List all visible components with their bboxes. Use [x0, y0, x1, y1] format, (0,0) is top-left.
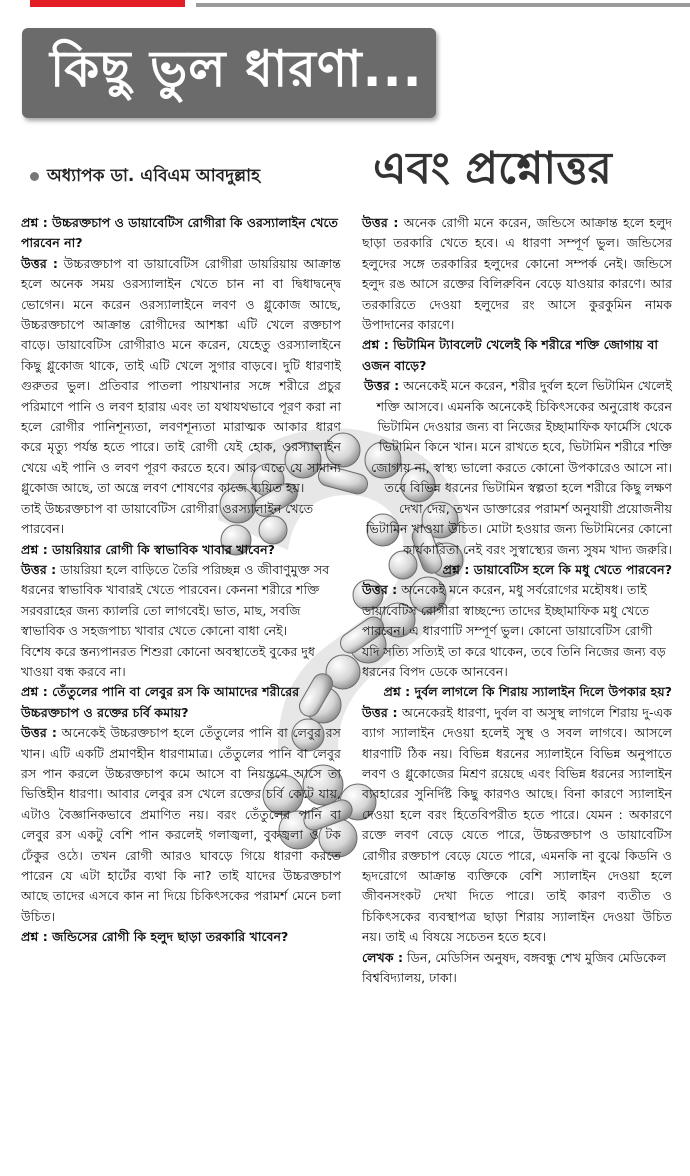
answer: উত্তর : অনেকেই মনে করেন, শরীর দুর্বল হলে ভিটামিন খেলেই শক্তি আসবে। এমনকি অনেকেই চিকিৎসকের অনুরোধ করেন ভিটামিন দেওয়ার জন্য বা নিজের ইচ্ছামাফিক ফার্মেসি থেকে ভিটামিন কিনে খান। মনে রাখতে হবে, ভিটামিন শরীরে শক্তি জোগায় না, স্বাস্থ্য ভালো করতে কোনো উপকারেও আসে না। তবে বিভিন্ন ধরনের ভিটামিন স্বল্পতা হলে শরীরে কিছু লক্ষণ দেখা দেয়, তখন ডাক্তারের পরামর্শ অনুযায়ী প্রয়োজনীয় ভিটামিন খাওয়া উচিত। মোটা হওয়ার জন্য ভিটামিনের কোনো কার্যকারিতা নেই বরং সুস্বাস্থ্যের জন্য সুষম খাদ্য জরুরি। — [364, 378, 672, 557]
author-note: লেখক : ডিন, মেডিসিন অনুষদ, বঙ্গবন্ধু শেখ মুজিব মেডিকেল বিশ্ববিদ্যালয়, ঢাকা। — [362, 949, 667, 986]
question: প্রশ্ন : ডায়রিয়ার রোগী কি স্বাভাবিক খাবার খাবেন? — [21, 541, 275, 557]
question: প্রশ্ন : উচ্চরক্তচাপ ও ডায়াবেটিস রোগীরা কি ওরস্যালাইন খেতে পারবেন না? — [21, 215, 338, 251]
question: প্রশ্ন : ভিটামিন ট্যাবলেট খেলেই কি শরীরে শক্তি জোগায় বা ওজন বাড়ে? — [362, 337, 658, 373]
page-title: কিছু ভুল ধারণা... — [50, 39, 423, 98]
answer: উত্তর : উচ্চরক্তচাপ বা ডায়াবেটিস রোগীরা ডায়রিয়ায় আক্রান্ত হলে অনেক সময় ওরস্যালাইন খেতে চান না বা দ্বিধাদ্বন্দ্বে ভোগেন। মনে করেন ওরস্যালাইনে লবণ ও গ্লুকোজ আছে, উচ্চরক্তচাপে আক্রান্ত রোগীদের আশঙ্কা এটি খেলে রক্তচাপ বাড়ে। ডায়াবেটিস রোগীরাও মনে করেন, যেহেতু ওরস্যালাইনে কিছু গ্লুকোজ থাকে, তাই এটি খেলে সুগার বাড়বে। দুটি ধারণাই গুরুতর ভুল। প্রতিবার পাতলা পায়খানার সঙ্গে শরীরে প্রচুর পরিমাণে পানি ও লবণ হারায় এবং তা যথাযথভাবে পূরণ করা না হলে রোগীর পানিশূন্যতা, লবণশূন্যতা মারাত্মক আকার ধারণ করে মৃত্যু পর্যন্ত হতে পারে। তাই রোগী যেই হোক, ওরস্যালাইন খেয়ে এই পানি ও লবণ পূরণ করতে হবে। আর এতে যে সামান্য গ্লুকোজ আছে, তা অন্ত্রে লবণ শোষণের কাজে ব্যয়িত হয়। — [21, 255, 341, 496]
question: প্রশ্ন : জন্ডিসের রোগী কি হলুদ ছাড়া তরকারি খাবেন? — [21, 929, 289, 945]
paragraph: তাই উচ্চরক্তচাপ বা ডায়াবেটিস রোগীরা ওরস্যালাইন খেতে পারবেন। — [21, 500, 314, 537]
paragraph: বিশেষ করে স্তন্যপানরত শিশুরা কোনো অবস্থাতেই বুকের দুধ খাওয়া বন্ধ করবে না। — [21, 643, 315, 679]
byline — [30, 163, 260, 191]
top-accent-bar — [30, 0, 185, 7]
answer: উত্তর : অনেকেই মনে করেন, মধু সর্বরোগের মহৌষধ। তাই ডায়াবেটিস রোগীরা স্বাচ্ছন্দ্যে তাদের ইচ্ছামাফিক মধু খেতে পারবেন। এ ধারণাটি সম্পূর্ণ ভুল। কোনো ডায়াবেটিস রোগী যদি সত্যি সত্যিই তা করে থাকেন, তবে তিনি নিজের জন্য বড় ধরনের বিপদ ডেকে আনবেন। — [362, 582, 666, 679]
answer: উত্তর : ডায়রিয়া হলে বাড়িতে তৈরি পরিচ্ছন্ন ও জীবাণুমুক্ত সব ধরনের স্বাভাবিক খাবারই খেতে পারবেন। কেননা শরীরে শক্তি সরবরাহের জন্য ক্যালরি তো লাগবেই। ভাত, মাছ, সবজি স্বাভাবিক ও সহজপাচ্য খাবার খেতে কোনো বাধা নেই। — [21, 561, 330, 639]
question: প্রশ্ন : দুর্বল লাগলে কি শিরায় স্যালাইন দিলে উপকার হয়? — [383, 684, 672, 700]
left-column — [21, 213, 341, 948]
title-banner — [22, 28, 436, 118]
bullet-icon — [30, 172, 39, 181]
question: প্রশ্ন : তেঁতুলের পানি বা লেবুর রস কি আমাদের শরীরের উচ্চরক্তচাপ ও রক্তের চর্বি কমায়? — [21, 684, 300, 720]
answer: উত্তর : অনেক রোগী মনে করেন, জন্ডিসে আক্রান্ত হলে হলুদ ছাড়া তরকারি খেতে হবে। এ ধারণা সম্পূর্ণ ভুল। জন্ডিসের হলুদের সঙ্গে তরকারির হলুদের কোনো সম্পর্ক নেই। জন্ডিসে হলুদ রঙ আসে রক্তের বিলিরুবিন বেড়ে যাওয়ার কারণে। আর তরকারিতে দেওয়া হলুদের রং আসে কুরকুমিন নামক উপাদানের কারণে। — [362, 215, 672, 333]
author-name: অধ্যাপক ডা. এবিএম আবদুল্লাহ — [47, 166, 261, 186]
answer: উত্তর : অনেকেই উচ্চরক্তচাপ হলে তেঁতুলের পানি বা লেবুর রস খান। এটি একটি প্রমাণহীন ধারণামাত্র। তেঁতুলের পানি বা লেবুর রস পান করলে উচ্চরক্তচাপ কমে আসে বা নিয়ন্ত্রণে আসে তা ভিত্তিহীন ধারণা। আবার লেবুর রস খেলে রক্তের চর্বি কেটে যায়, এটাও বৈজ্ঞানিকভাবে প্রমাণিত নয়। বরং তেঁতুলের পানি বা লেবুর রস একটু বেশি পান করলেই গলাজ্বলা, বুকজ্বলা ও টক ঢেঁকুর ওঠে। তখন রোগী আরও ঘাবড়ে গিয়ে ধারণা করতে পারেন যে এটা হার্টের ব্যথা কি না? তাই যাদের উচ্চরক্তচাপ আছে তাদের এসবে কান না দিয়ে চিকিৎসকের পরামর্শ মেনে চলা উচিত। — [21, 725, 341, 924]
question: প্রশ্ন : ডায়াবেটিস হলে কি মধু খেতে পারবেন? — [442, 561, 672, 577]
top-rule — [196, 3, 690, 7]
page-subtitle: এবং প্রশ্নোত্তর — [373, 143, 612, 194]
answer: উত্তর : অনেকেরই ধারণা, দুর্বল বা অসুস্থ লাগলে শিরায় দু-এক ব্যাগ স্যালাইন দেওয়া হলেই সুস্থ ও সবল লাগবে। আসলে ধারণাটি ঠিক নয়। বিভিন্ন ধরনের স্যালাইনে বিভিন্ন অনুপাতে লবণ ও গ্লুকোজের মিশ্রণ রয়েছে এবং বিভিন্ন ধরনের স্যালাইন ব্যবহারের সুনির্দিষ্ট কিছু কারণও আছে। বিনা কারণে স্যালাইন দেওয়া হলে বরং হিতেবিপরীত হতে পারে। যেমন : অকারণে রক্তে লবণ বেড়ে যেতে পারে, উচ্চরক্তচাপ ও ডায়াবেটিস রোগীর রক্তচাপ বেড়ে যেতে পারে, এমনকি না বুঝে কিডনি ও হৃদরোগে আক্রান্ত ব্যক্তিকে বেশি স্যালাইন দেওয়া হলে জীবনসংকট দেখা দিতে পারে। তাই কারণ ব্যতীত ও চিকিৎসকের ব্যবস্থাপত্র ছাড়া শিরায় স্যালাইন দেওয়া উচিত নয়। তাই এ বিষয়ে সচেতন হতে হবে। — [362, 704, 672, 945]
right-column — [362, 213, 672, 988]
